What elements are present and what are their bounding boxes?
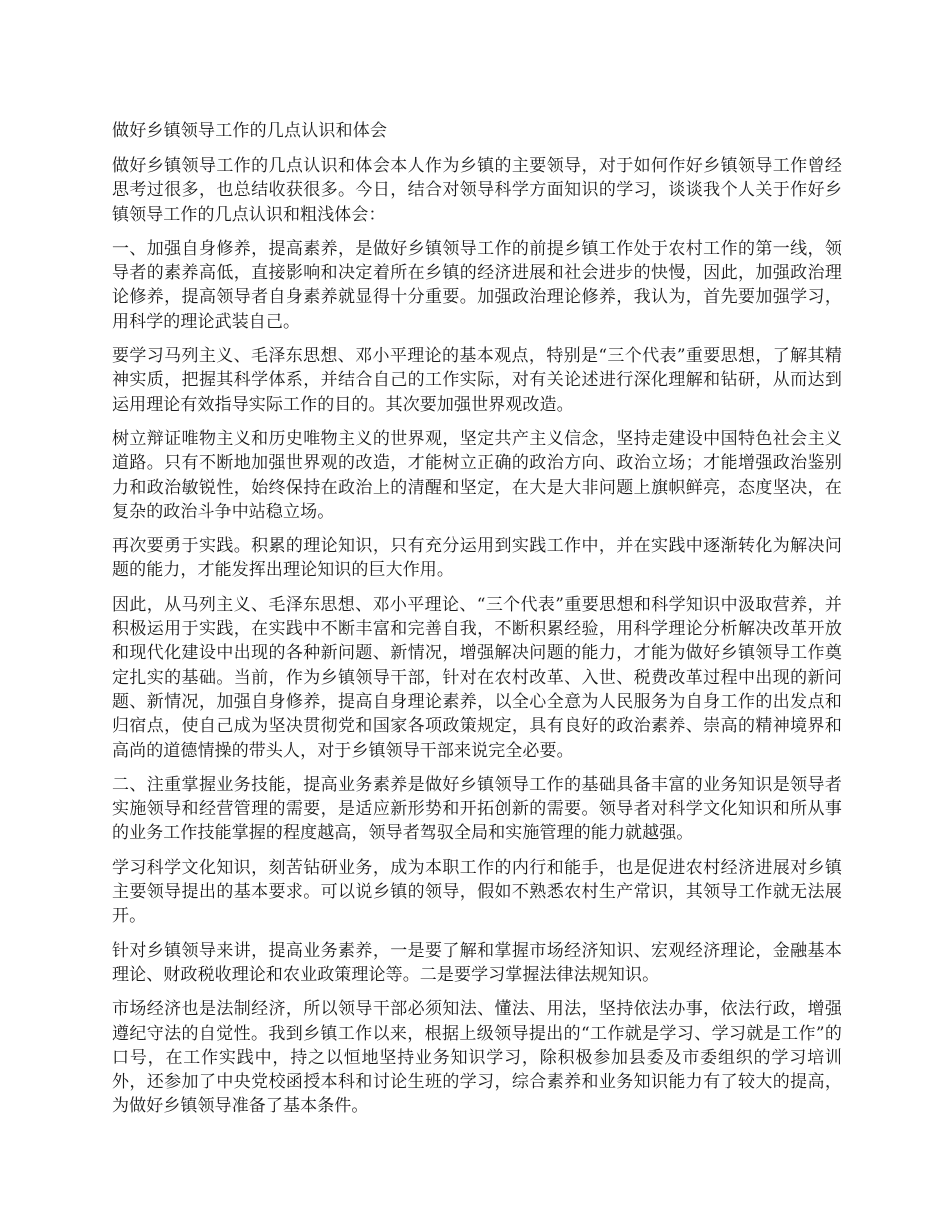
paragraph-intro: 做好乡镇领导工作的几点认识和体会本人作为乡镇的主要领导，对于如何作好乡镇领导工作曾经思考过很多，也总结收获很多。今日，结合对领导科学方面知识的学习，谈谈我个人关于作好乡镇领导工作的几点认识和粗浅体会： [112,156,842,225]
document-title: 做好乡镇领导工作的几点认识和体会 [112,121,388,141]
paragraph-rule-of-law: 市场经济也是法制经济，所以领导干部必须知法、懂法、用法，坚持依法办事，依法行政，增强遵纪守法的自觉性。我到乡镇工作以来，根据上级领导提出的“工作就是学习、学习就是工作”的口号，在工作实践中，持之以恒地坚持业务知识学习，除积极参加县委及市委组织的学习培训外，还参加了中央党校函授本科和讨论生班的学习，综合素养和业务知识能力有了较大的提高，为做好乡镇领导准备了基本条件。 [112,999,842,1117]
paragraph-therefore: 因此，从马列主义、毛泽东思想、邓小平理论、“三个代表”重要思想和科学知识中汲取营养，并积极运用于实践，在实践中不断丰富和完善自我，不断积累经验，用科学理论分析解决改革开放和现代化建设中出现的各种新问题、新情况，增强解决问题的能力，才能为做好乡镇领导工作奠定扎实的基础。当前，作为乡镇领导干部，针对在农村改革、入世、税费改革过程中出现的新问题、新情况，加强自身修养，提高自身理论素养，以全心全意为人民服务为自身工作的出发点和归宿点，使自己成为坚决贯彻党和国家各项政策规定，具有良好的政治素养、崇高的精神境界和高尚的道德情操的带头人，对于乡镇领导干部来说完全必要。 [112,594,842,761]
paragraph-section-two: 二、注重掌握业务技能，提高业务素养是做好乡镇领导工作的基础具备丰富的业务知识是领导者实施领导和经营管理的需要，是适应新形势和开拓创新的需要。领导者对科学文化知识和所从事的业务工作技能掌握的程度越高，领导者驾驭全局和实施管理的能力就越强。 [112,774,842,844]
paragraph-section-one: 一、加强自身修养，提高素养，是做好乡镇领导工作的前提乡镇工作处于农村工作的第一线，领导者的素养高低，直接影响和决定着所在乡镇的经济进展和社会进步的快慢，因此，加强政治理论修养，提高领导者自身素养就显得十分重要。加强政治理论修养，我认为，首先要加强学习，用科学的理论武装自己。 [112,238,842,332]
document-page [112,118,842,1129]
paragraph-worldview: 树立辩证唯物主义和历史唯物主义的世界观，坚定共产主义信念，坚持走建设中国特色社会主义道路。只有不断地加强世界观的改造，才能树立正确的政治方向、政治立场；才能增强政治鉴别力和政治敏锐性，始终保持在政治上的清醒和坚定，在大是大非问题上旗帜鲜亮，态度坚决，在复杂的政治斗争中站稳立场。 [112,428,842,522]
paragraph-learning: 学习科学文化知识，刻苦钻研业务，成为本职工作的内行和能手，也是促进农村经济进展对乡镇主要领导提出的基本要求。可以说乡镇的领导，假如不熟悉农村生产常识，其领导工作就无法展开。 [112,857,842,927]
paragraph-practice: 再次要勇于实践。积累的理论知识，只有充分运用到实践工作中，并在实践中逐渐转化为解决问题的能力，才能发挥出理论知识的巨大作用。 [112,536,842,581]
paragraph-business-quality: 针对乡镇领导来讲，提高业务素养，一是要了解和掌握市场经济知识、宏观经济理论，金融基本理论、财政税收理论和农业政策理论等。二是要学习掌握法律法规知识。 [112,940,842,985]
paragraph-theory-study: 要学习马列主义、毛泽东思想、邓小平理论的基本观点，特别是“三个代表”重要思想，了解其精神实质，把握其科学体系，并结合自己的工作实际，对有关论述进行深化理解和钻研，从而达到运用理论有效指导实际工作的目的。其次要加强世界观改造。 [112,346,842,415]
